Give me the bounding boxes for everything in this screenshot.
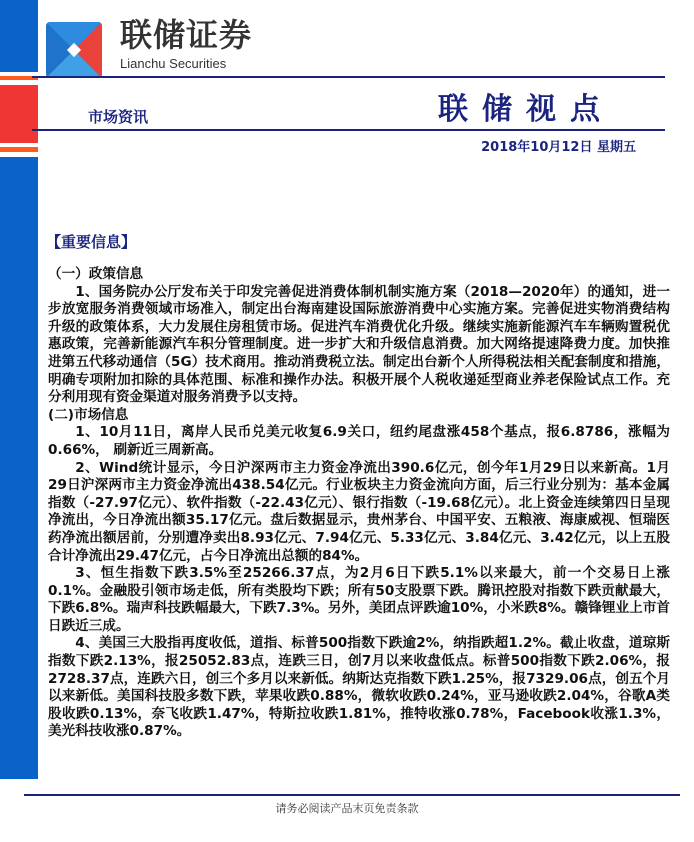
- market-item: 4、美国三大股指再度收低，道指、标普500指数下跌逾2%，纳指跌超1.2%。截止收盘，道琼斯指数下跌2.13%，报25052.83点，连跌三日，创7月以来收盘低点。标普500指数下跌2.06%，报2728.37点，连跌六日，创三个多月以来新低。纳斯达克指数下跌1.25%，报7329.06点，创五个月以来新低。美国科技股多数下跌，苹果收跌0.88%，微软收跌0.24%，亚马逊收跌2.04%，谷歌A类股收跌0.13%，奈飞收跌1.47%，特斯拉收跌1.81%，推特收涨0.78%，Facebook收涨1.3%，美光科技收涨0.87%。: [48, 635, 670, 740]
- market-item: 2、Wind统计显示，今日沪深两市主力资金净流出390.6亿元，创今年1月29日以来新高。1月29日沪深两市主力资金净流出438.54亿元。行业板块主力资金流向方面，后三行业分别为：基本金属指数（-27.97亿元）、软件指数（-22.43亿元）、银行指数（-19.68亿元）。北上资金连续第四日呈现净流出，今日净流出额35.17亿元。盘后数据显示，贵州茅台、中国平安、五粮液、海康威视、恒瑞医药净流出额居前，分别遭净卖出8.93亿元、7.94亿元、5.33亿元、3.84亿元、3.42亿元，以上五股合计净流出29.47亿元，占今日净流出总额的84%。: [48, 459, 670, 564]
- company-logo-icon: [46, 22, 102, 78]
- market-item: 1、10月11日，离岸人民币兑美元收复6.9关口，纽约尾盘涨458个基点，报6.8786，涨幅为0.66%， 刷新近三周新高。: [48, 424, 670, 458]
- content-flow: [0, 266, 694, 836]
- report-body: [48, 266, 670, 794]
- header-divider: [32, 76, 665, 78]
- report-title: 联储视点: [438, 92, 614, 127]
- brand-name-en: Lianchu Securities: [120, 56, 227, 71]
- side-bar-orange-stripe: [0, 147, 38, 152]
- section-label: 市场资讯: [88, 108, 149, 126]
- title-divider: [32, 129, 665, 131]
- footer-disclaimer: 请务必阅读产品末页免责条款: [275, 802, 419, 815]
- policy-section-title: （一）政策信息: [48, 266, 144, 282]
- market-item: 3、恒生指数下跌3.5%至25266.37点，为2月6日下跌5.1%以来最大，前一个交易日上涨0.1%。金融股引领市场走低，所有类股均下跌；所有50支股票下跌。腾讯控股对指数下跌贡献最大，下跌6.8%。瑞声科技跌幅最大，下跌7.3%。另外，美团点评跌逾10%，小米跌8%。赣锋锂业上市首日跌近三成。: [48, 565, 670, 634]
- side-bar-blue-top: [0, 0, 38, 72]
- footer-divider: [24, 794, 680, 796]
- report-date: 2018年10月12日 星期五: [481, 140, 636, 155]
- side-bar-red: [0, 85, 38, 143]
- brand-name-cn: 联储证券: [120, 16, 253, 54]
- policy-item: 1、国务院办公厅发布关于印发完善促进消费体制机制实施方案（2018—2020年）的通知，进一步放宽服务消费领域市场准入，制定出台海南建设国际旅游消费中心实施方案。完善促进实物消费结构升级的政策体系，大力发展住房租赁市场。促进汽车消费优化升级。继续实施新能源汽车车辆购置税优惠政策，完善新能源汽车积分管理制度。进一步扩大和升级信息消费。加大网络提速降费力度。加快推进第五代移动通信（5G）技术商用。推动消费税立法。制定出台新个人所得税法相关配套制度和措施，明确专项附加扣除的具体范围、标准和操作办法。积极开展个人税收递延型商业养老保险试点工作。充分利用现有资金渠道对服务消费予以支持。: [48, 283, 670, 406]
- market-section-title: (二)市场信息: [48, 406, 129, 423]
- important-info-heading: 【重要信息】: [46, 233, 137, 251]
